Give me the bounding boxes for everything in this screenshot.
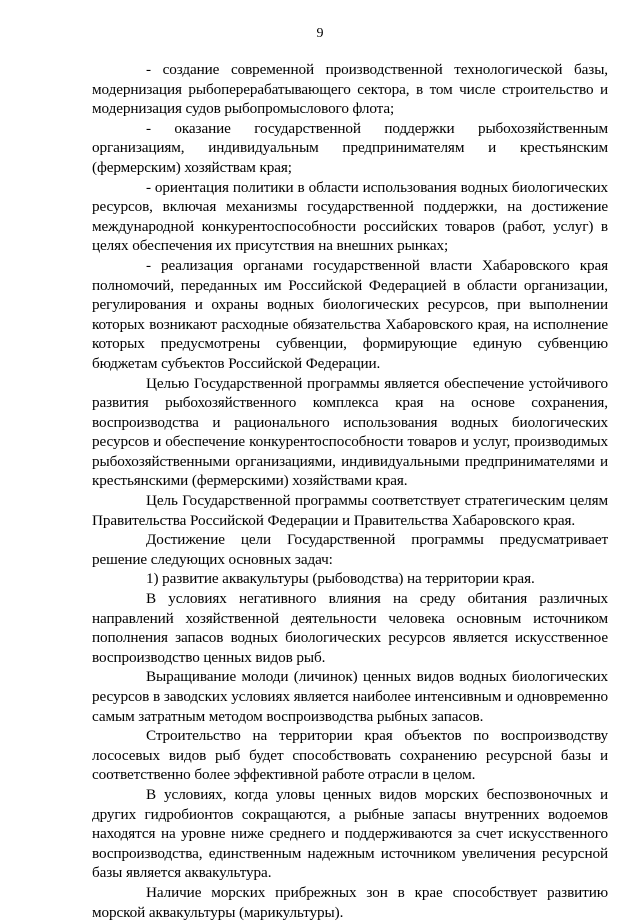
paragraph-goal-alignment: Цель Государственной программы соответствует стратегическим целям Правительства Российской Федерации и Правительства Хабаровского края. bbox=[92, 492, 608, 529]
paragraph-program-goal: Целью Государственной программы является обеспечение устойчивого развития рыбохозяйственного комплекса края на основе сохранения, воспроизводства и рационального использования водных биологических ресурсов и обеспечение конкурентоспособности товаров и услуг, производимых рыбохозяйственными организациями, индивидуальными предпринимателями и крестьянскими (фермерскими) хозяйствами края. bbox=[92, 374, 608, 490]
paragraph-salmon-facilities: Строительство на территории края объектов по воспроизводству лососевых видов рыб будет способствовать сохранению ресурсной базы и соответственно более эффективной работе отрасли в целом. bbox=[92, 727, 608, 784]
paragraph-aquaculture-resource-base: В условиях, когда уловы ценных видов морских беспозвоночных и других гидробионтов сокращаются, а рыбные запасы внутренних водоемов находятся на уровне ниже среднего и поддерживаются за счет искусственного воспроизводства, единственным надежным источником увеличения ресурсной базы является аквакультура. bbox=[92, 785, 608, 882]
paragraph-task-policy-orientation: - ориентация политики в области использования водных биологических ресурсов, включая механизмы государственной поддержки, на достижение международной конкурентоспособности российских товаров (работ, услуг) в целях обеспечения их присутствия на внешних рынках; bbox=[92, 178, 608, 255]
paragraph-task-authorities-powers: - реализация органами государственной власти Хабаровского края полномочий, переданных им Российской Федерацией в области организации, регулирования и охраны водных биологических ресурсов, при выполнении которых возникают расходные обязательства Хабаровского края, на исполнение которых предусмотрены субвенции, формирующие единую субвенцию бюджетам субъектов Российской Федерации. bbox=[92, 256, 608, 372]
paragraph-task-state-support: - оказание государственной поддержки рыбохозяйственным организациям, индивидуальным предпринимателям и крестьянским (фермерским) хозяйствам края; bbox=[92, 119, 608, 176]
paragraph-fry-rearing: Выращивание молоди (личинок) ценных видов водных биологических ресурсов в заводских условиях является наиболее интенсивным и одновременно самым затратным методом воспроизводства рыбных запасов. bbox=[92, 668, 608, 725]
paragraph-task-aquaculture: 1) развитие аквакультуры (рыбоводства) на территории края. bbox=[146, 570, 535, 588]
page-number: 9 bbox=[316, 26, 324, 41]
paragraph-task-production-base: - создание современной производственной технологической базы, модернизация рыбоперерабатывающего сектора, в том числе строительство и модернизация судов рыбопромыслового флота; bbox=[92, 61, 608, 118]
document-body bbox=[92, 60, 608, 922]
paragraph-goal-achievement: Достижение цели Государственной программы предусматривает решение следующих основных задач: bbox=[92, 531, 608, 568]
paragraph-mariculture: Наличие морских прибрежных зон в крае способствует развитию морской аквакультуры (марикультуры). bbox=[92, 883, 608, 921]
paragraph-artificial-reproduction: В условиях негативного влияния на среду обитания различных направлений хозяйственной деятельности человека основным источником пополнения запасов водных биологических ресурсов является искусственное воспроизводство ценных видов рыб. bbox=[92, 590, 608, 666]
